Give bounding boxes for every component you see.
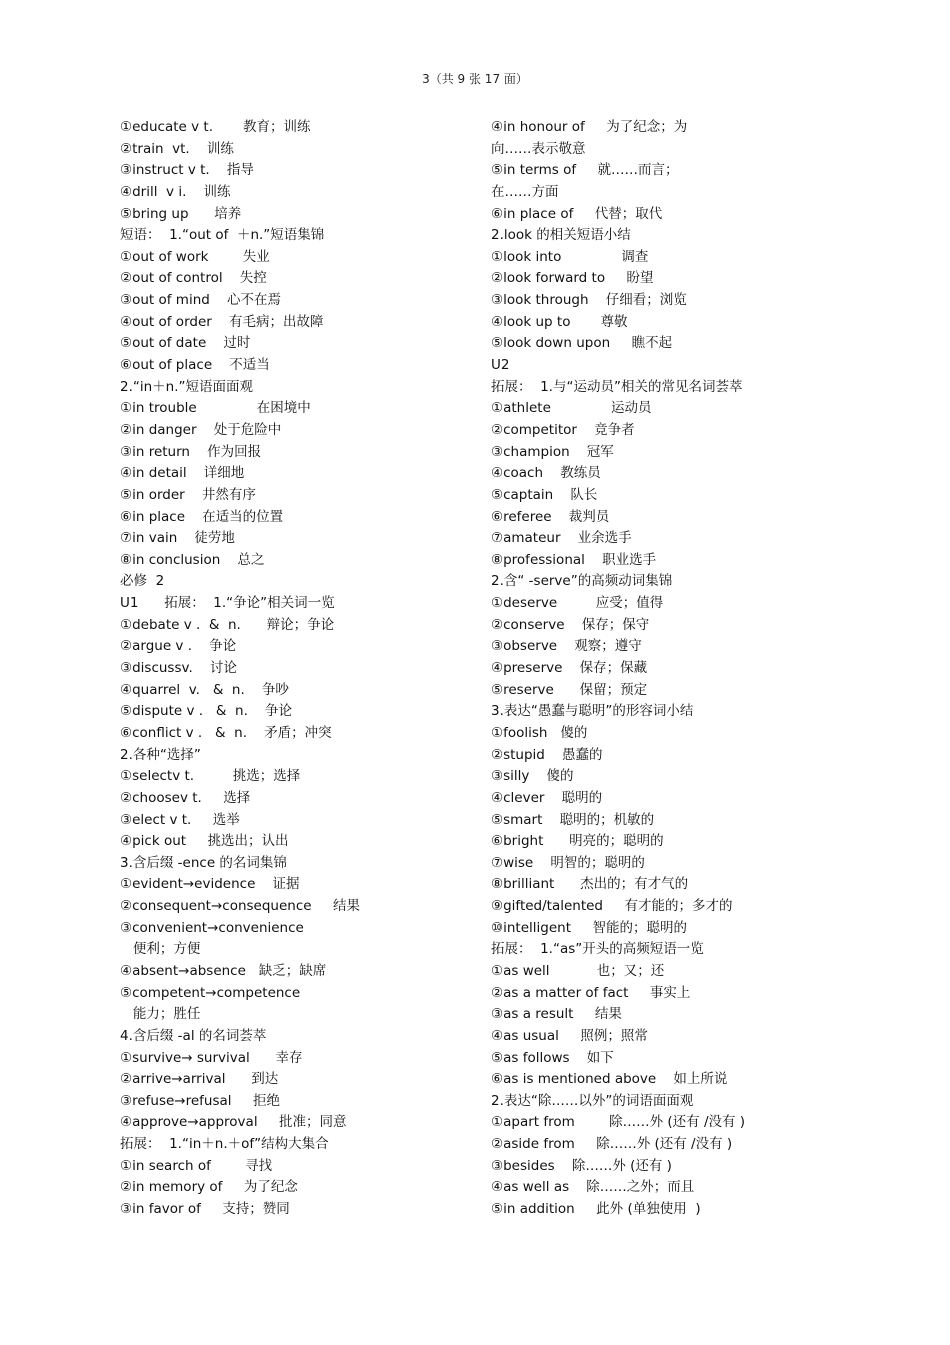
list-item: ④as usual 照例；照常	[491, 1027, 648, 1044]
list-item: ④quarrel v. & n. 争吵	[120, 681, 289, 698]
list-item: ③in return 作为回报	[120, 443, 262, 460]
list-item: ③as a result 结果	[491, 1006, 622, 1023]
list-item: ⑦amateur 业余选手	[491, 530, 632, 547]
list-item: ①apart from 除……外 (还有 /没有 )	[491, 1114, 746, 1131]
list-item: ③out of mind 心不在焉	[120, 292, 281, 309]
section-heading: 短语： 1.“out of ＋n.”短语集锦	[120, 227, 325, 244]
section-heading: 拓展： 1.“as”开头的高频短语一览	[491, 941, 704, 958]
list-item: ⑤in terms of 就……而言；	[491, 162, 679, 179]
list-item: ⑥in place of 代替；取代	[491, 205, 663, 222]
section-heading: 拓展： 1.“in＋n.＋of”结构大集合	[120, 1136, 329, 1153]
list-item: ②look forward to 盼望	[491, 270, 654, 287]
list-item: ④clever 聪明的	[491, 789, 603, 806]
list-item: ⑤bring up 培养	[120, 205, 242, 222]
list-item: ①foolish 傻的	[491, 724, 588, 741]
list-item: ③champion 冠军	[491, 443, 614, 460]
section-heading: U2	[491, 357, 510, 374]
page-number: 3（共 9 张 17 面）	[422, 72, 528, 86]
right-column	[491, 117, 841, 1221]
list-item: 便利；方便	[120, 941, 201, 958]
list-item: ⑤look down upon 瞧不起	[491, 335, 673, 352]
list-item: ⑤in order 井然有序	[120, 486, 256, 503]
section-heading: 2.表达“除……以外”的词语面面观	[491, 1092, 694, 1109]
list-item: ④drill v i. 训练	[120, 183, 231, 200]
list-item: ②consequent→consequence 结果	[120, 898, 361, 915]
list-item: ③besides 除……外 (还有 )	[491, 1157, 672, 1174]
list-item: ⑤smart 聪明的；机敏的	[491, 811, 655, 828]
list-item: ①survive→ survival 幸存	[120, 1049, 303, 1066]
list-item: ②choosev t. 选择	[120, 789, 251, 806]
list-item: ②competitor 竞争者	[491, 421, 635, 438]
list-item: ②stupid 愚蠢的	[491, 746, 603, 763]
list-item: ②as a matter of fact 事实上	[491, 984, 691, 1001]
list-item: ④in detail 详细地	[120, 465, 245, 482]
list-item: 向……表示敬意	[491, 140, 586, 157]
list-item: ③convenient→convenience	[120, 919, 304, 936]
section-heading: 2.“in＋n.”短语面面观	[120, 378, 254, 395]
list-item: ⑦in vain 徒劳地	[120, 530, 235, 547]
list-item: ④out of order 有毛病；出故障	[120, 313, 324, 330]
list-item: ④preserve 保存；保藏	[491, 660, 648, 677]
list-item: ⑨gifted/talented 有才能的；多才的	[491, 898, 733, 915]
list-item: ①debate v . & n. 辩论；争论	[120, 616, 335, 633]
list-item: ①deserve 应受；值得	[491, 595, 664, 612]
list-item: ⑦wise 明智的；聪明的	[491, 854, 645, 871]
section-heading: 3.含后缀 -ence 的名词集锦	[120, 854, 287, 871]
list-item: ②aside from 除……外 (还有 /没有 )	[491, 1136, 733, 1153]
list-item: ③look through 仔细看；浏览	[491, 292, 687, 309]
section-heading: 4.含后缀 -al 的名词荟萃	[120, 1027, 267, 1044]
list-item: ④as well as 除……之外；而且	[491, 1179, 695, 1196]
list-item: ⑤as follows 如下	[491, 1049, 614, 1066]
list-item: ⑤captain 队长	[491, 486, 598, 503]
list-item: ⑥out of place 不适当	[120, 357, 270, 374]
section-heading: 2.look 的相关短语小结	[491, 227, 631, 244]
list-item: ⑥bright 明亮的；聪明的	[491, 833, 664, 850]
list-item: ①educate v t. 教育；训练	[120, 119, 311, 135]
list-item: ④approve→approval 批准；同意	[120, 1114, 347, 1131]
list-item: ④in honour of 为了纪念；为	[491, 119, 688, 135]
list-item: ⑥in place 在适当的位置	[120, 508, 284, 525]
list-item: ④look up to 尊敬	[491, 313, 628, 330]
list-item: ⑧in conclusion 总之	[120, 551, 265, 568]
list-item: ①athlete 运动员	[491, 400, 652, 417]
list-item: ③discussv. 讨论	[120, 660, 237, 677]
section-heading: 必修 2	[120, 573, 165, 590]
list-item: ②train vt. 训练	[120, 140, 234, 157]
list-item: ⑤out of date 过时	[120, 335, 251, 352]
list-item: ①evident→evidence 证据	[120, 876, 300, 893]
section-heading: 2.各种“选择”	[120, 746, 201, 763]
list-item: ①out of work 失业	[120, 248, 270, 265]
list-item: ④absent→absence 缺乏；缺席	[120, 962, 327, 979]
list-item: ④coach 教练员	[491, 465, 601, 482]
list-item: ①look into 调查	[491, 248, 649, 265]
list-item: ②out of control 失控	[120, 270, 267, 287]
list-item: ②conserve 保存；保守	[491, 616, 650, 633]
left-column	[120, 117, 470, 1221]
list-item: ⑥conflict v . & n. 矛盾；冲突	[120, 724, 332, 741]
list-item: ⑤reserve 保留；预定	[491, 681, 648, 698]
section-heading: 2.含“ -serve”的高频动词集锦	[491, 573, 673, 590]
list-item: ②arrive→arrival 到达	[120, 1071, 279, 1088]
list-item: ⑥as is mentioned above 如上所说	[491, 1071, 728, 1088]
list-item: ②in memory of 为了纪念	[120, 1179, 298, 1196]
section-heading: 拓展： 1.与“运动员”相关的常见名词荟萃	[491, 378, 743, 395]
list-item: ⑤dispute v . & n. 争论	[120, 703, 293, 720]
list-item: ③in favor of 支持；赞同	[120, 1201, 290, 1218]
list-item: ⑤competent→competence	[120, 984, 301, 1001]
list-item: ①in trouble 在困境中	[120, 400, 311, 417]
list-item: ①in search of 寻找	[120, 1157, 273, 1174]
list-item: ①as well 也；又；还	[491, 962, 665, 979]
list-item: ⑧brilliant 杰出的；有才气的	[491, 876, 689, 893]
list-item: ①selectv t. 挑选；选择	[120, 768, 301, 785]
list-item: ③silly 傻的	[491, 768, 574, 785]
section-heading: U1 拓展： 1.“争论”相关词一览	[120, 595, 335, 612]
list-item: ②in danger 处于危险中	[120, 421, 282, 438]
section-heading: 3.表达“愚蠢与聪明”的形容词小结	[491, 703, 694, 720]
list-item: ⑩intelligent 智能的；聪明的	[491, 919, 687, 936]
list-item: 能力；胜任	[120, 1006, 201, 1023]
list-item: ③instruct v t. 指导	[120, 162, 254, 179]
list-item: ③observe 观察；遵守	[491, 638, 642, 655]
list-item: ③elect v t. 选举	[120, 811, 240, 828]
list-item: ④pick out 挑选出；认出	[120, 833, 289, 850]
list-item: ②argue v . 争论	[120, 638, 237, 655]
list-item: 在……方面	[491, 183, 559, 200]
list-item: ⑥referee 裁判员	[491, 508, 610, 525]
list-item: ⑧professional 职业选手	[491, 551, 657, 568]
list-item: ③refuse→refusal 拒绝	[120, 1092, 281, 1109]
list-item: ⑤in addition 此外 (单独使用 )	[491, 1201, 701, 1218]
